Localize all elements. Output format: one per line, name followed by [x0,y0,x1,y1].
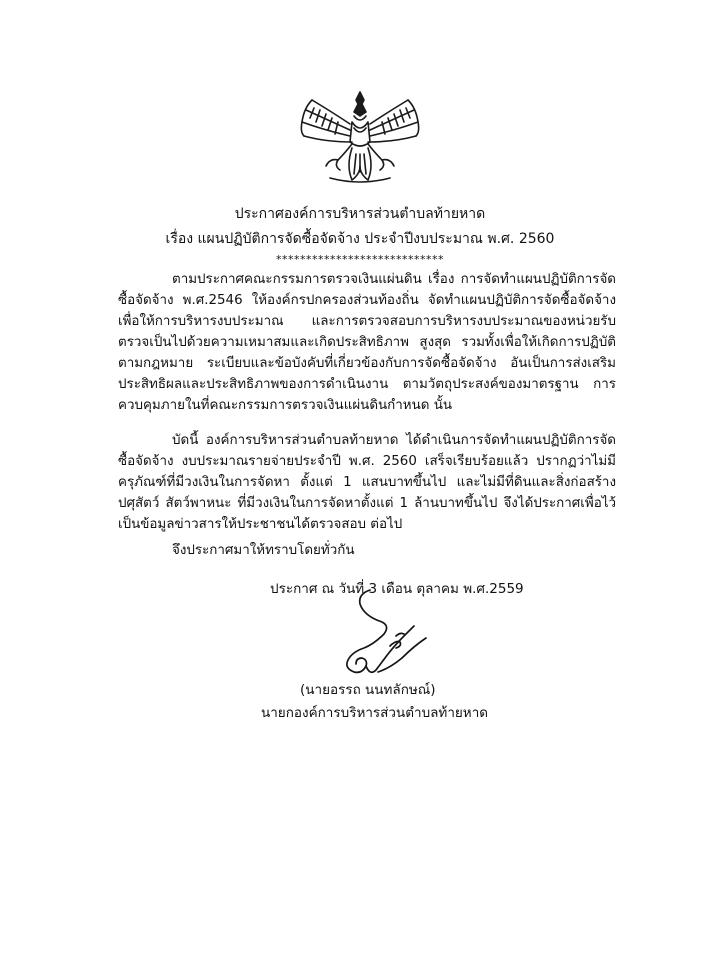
signatory-position: นายกองค์การบริหารส่วนตำบลท้ายหาด [261,705,489,721]
star-divider: **************************** [276,253,444,266]
announcement-subject: เรื่อง แผนปฏิบัติการจัดซื้อจัดจ้าง ประจำปีงบประมาณ พ.ศ. 2560 [165,231,555,247]
signatory-name: (นายอรรถ นนทลักษณ์) [300,682,436,698]
body-paragraph-1: ตามประกาศคณะกรรมการตรวจเงินแผ่นดิน เรื่อง การจัดทำแผนปฏิบัติการจัดซื้อจัดจ้าง พ.ศ.2546 ให้องค์กรปกครองส่วนท้องถิ่น จัดทำแผนปฏิบัติการจัดซื้อจัดจ้าง เพื่อให้การบริหารงบประมาณ และการตรวจสอบการบริหารงบประมาณของหน่วยรับตรวจเป็นไปด้วยความเหมาสมและเกิดประสิทธิภาพ สูงสุด รวมทั้งเพื่อให้เกิดการปฏิบัติตามกฎหมาย ระเบียบและข้อบังคับที่เกี่ยวข้องกับการจัดซื้อจัดจ้าง อันเป็นการส่งเสริมประสิทธิผลและประสิทธิภาพของการดำเนินงาน ตามวัตถุประสงค์ของมาตรฐาน การควบคุมภายในที่คณะกรรมการตรวจเงินแผ่นดินกำหนด นั้น [118,272,616,413]
handwritten-signature [330,586,440,686]
body-paragraph-2: บัดนี้ องค์การบริหารส่วนตำบลท้ายหาด ได้ดำเนินการจัดทำแผนปฏิบัติการจัดซื้อจัดจ้าง งบประมาณรายจ่ายประจำปี พ.ศ. 2560 เสร็จเรียบร้อยแล้ว ปรากฏว่าไม่มีครุภัณฑ์ที่มีวงเงินในการจัดหา ตั้งแต่ 1 แสนบาทขึ้นไป และไม่มีที่ดินและสิ่งก่อสร้าง ปศุสัตว์ สัตว์พาหนะ ที่มีวงเงินในการจัดหาตั้งแต่ 1 ล้านบาทขึ้นไป จึงได้ประกาศเพื่อไว้เป็นข้อมูลข่าวสารให้ประชาชนได้ตรวจสอบ ต่อไป [118,433,616,532]
announcement-date: ประกาศ ณ วันที่ 3 เดือน ตุลาคม พ.ศ.2559 [270,581,524,597]
garuda-emblem-icon [290,88,430,186]
closing-statement: จึงประกาศมาให้ทราบโดยทั่วกัน [172,543,355,558]
announcement-title: ประกาศองค์การบริหารส่วนตำบลท้ายหาด [234,206,486,222]
